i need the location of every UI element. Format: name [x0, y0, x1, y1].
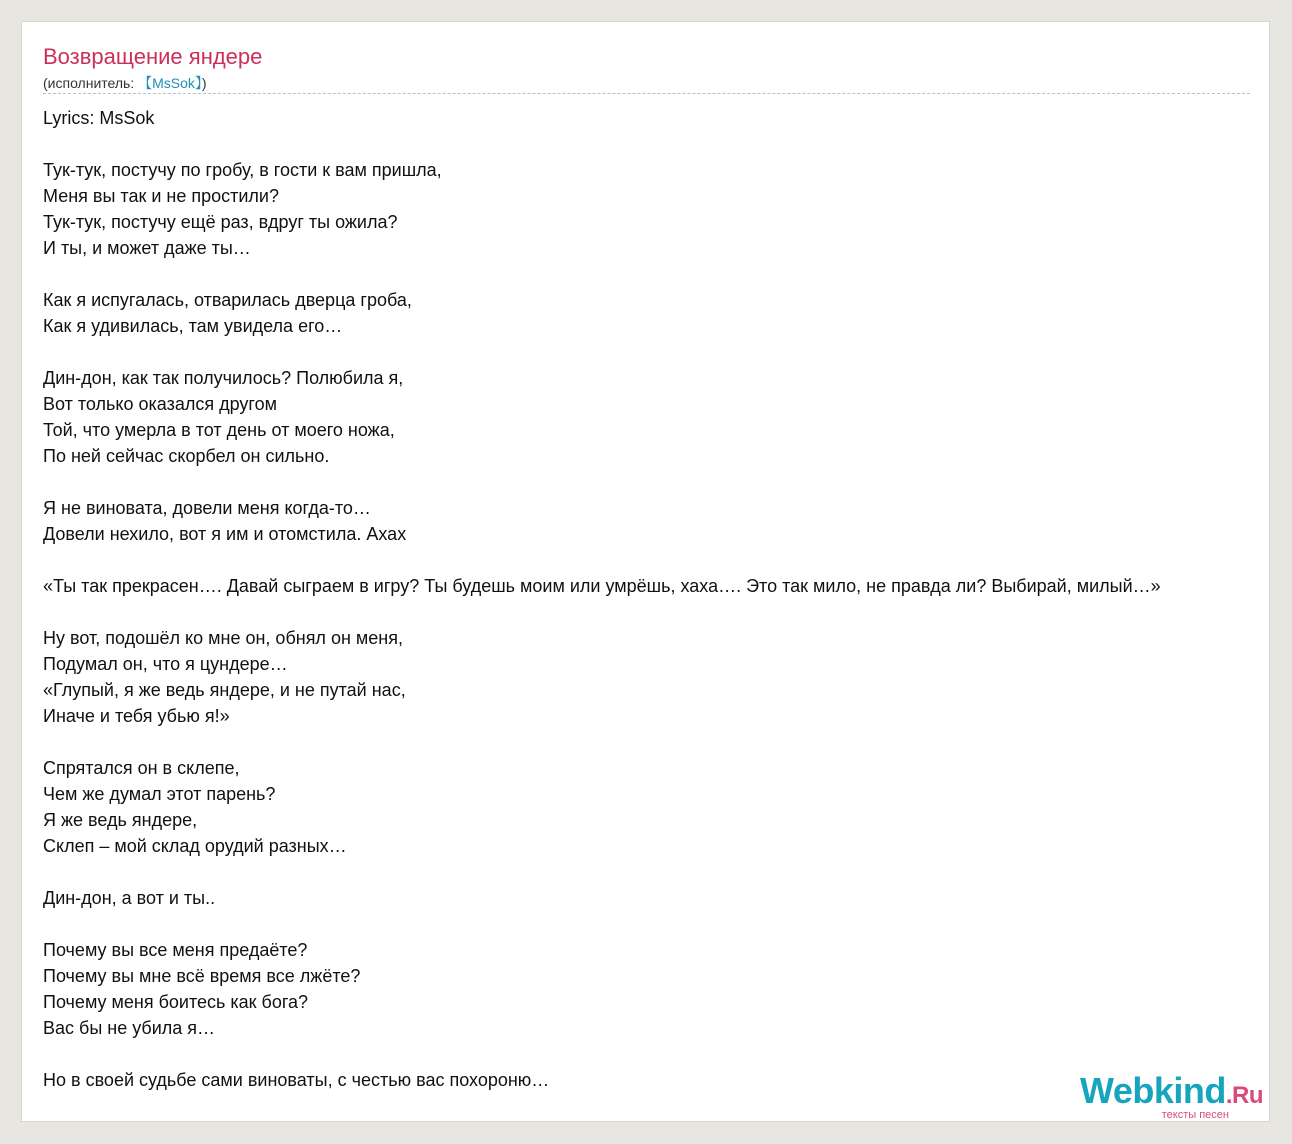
lyrics-blank-line: [43, 859, 1292, 885]
logo-tagline: тексты песен: [1161, 1109, 1229, 1121]
lyrics-line: Почему вы все меня предаёте?: [43, 940, 308, 960]
lyrics-line: Вас бы не убила я…: [43, 1018, 216, 1038]
webkind-logo[interactable]: [1080, 1071, 1263, 1121]
lyrics-line: «Ты так прекрасен…. Давай сыграем в игру? Ты будешь моим или умрёшь, хаха…. Это так мило, не правда ли? Выбирай, милый…»: [43, 576, 1161, 596]
lyrics-line: Как я испугалась, отварилась дверца гроба,: [43, 290, 412, 310]
lyrics-line: И ты, и может даже ты…: [43, 238, 251, 258]
lyrics-card: [21, 21, 1270, 1122]
lyrics-line: Почему меня боитесь как бога?: [43, 992, 309, 1012]
logo-name: Webkind: [1079, 1070, 1226, 1111]
performer-suffix: ): [201, 75, 207, 91]
lyrics-blank-line: [43, 469, 1292, 495]
lyrics-line: Довели нехило, вот я им и отомстила. Ахах: [43, 524, 407, 544]
lyrics-line: Спрятался он в склепе,: [43, 758, 240, 778]
lyrics-line: Почему вы мне всё время все лжёте?: [43, 966, 361, 986]
lyrics-line: Lyrics: MsSok: [43, 108, 155, 128]
lyrics-line: Чем же думал этот парень?: [43, 784, 276, 804]
lyrics-text: [43, 105, 1292, 1093]
lyrics-blank-line: [43, 131, 1292, 157]
lyrics-line: Иначе и тебя убью я!»: [43, 706, 230, 726]
lyrics-blank-line: [43, 261, 1292, 287]
song-title: Возвращение яндере: [43, 44, 263, 69]
lyrics-blank-line: [43, 729, 1292, 755]
lyrics-line: Я не виновата, довели меня когда-то…: [43, 498, 371, 518]
performer-prefix: (исполнитель:: [43, 75, 139, 91]
lyrics-line: Я же ведь яндере,: [43, 810, 198, 830]
logo-tld: .Ru: [1225, 1082, 1263, 1109]
lyrics-line: Склеп – мой склад орудий разных…: [43, 836, 347, 856]
lyrics-blank-line: [43, 339, 1292, 365]
lyrics-line: Дин-дон, а вот и ты..: [43, 888, 216, 908]
performer-line: [43, 73, 207, 93]
lyrics-line: Тук-тук, постучу по гробу, в гости к вам пришла,: [43, 160, 442, 180]
lyrics-line: Ну вот, подошёл ко мне он, обнял он меня,: [43, 628, 403, 648]
title-divider: [43, 93, 1250, 94]
lyrics-blank-line: [43, 1041, 1292, 1067]
performer-link[interactable]: 【MsSok】: [138, 75, 202, 91]
lyrics-line: Как я удивилась, там увидела его…: [43, 316, 343, 336]
lyrics-line: «Глупый, я же ведь яндере, и не путай нас,: [43, 680, 406, 700]
lyrics-line: Тук-тук, постучу ещё раз, вдруг ты ожила?: [43, 212, 398, 232]
lyrics-line: Меня вы так и не простили?: [43, 186, 279, 206]
lyrics-line: Дин-дон, как так получилось? Полюбила я,: [43, 368, 404, 388]
lyrics-line: Подумал он, что я цундере…: [43, 654, 288, 674]
lyrics-blank-line: [43, 599, 1292, 625]
lyrics-blank-line: [43, 911, 1292, 937]
lyrics-line: По ней сейчас скорбел он сильно.: [43, 446, 330, 466]
lyrics-line: Той, что умерла в тот день от моего ножа,: [43, 420, 395, 440]
lyrics-line: Вот только оказался другом: [43, 394, 277, 414]
lyrics-line: Но в своей судьбе сами виноваты, с честью вас похороню…: [43, 1070, 550, 1090]
lyrics-blank-line: [43, 547, 1292, 573]
